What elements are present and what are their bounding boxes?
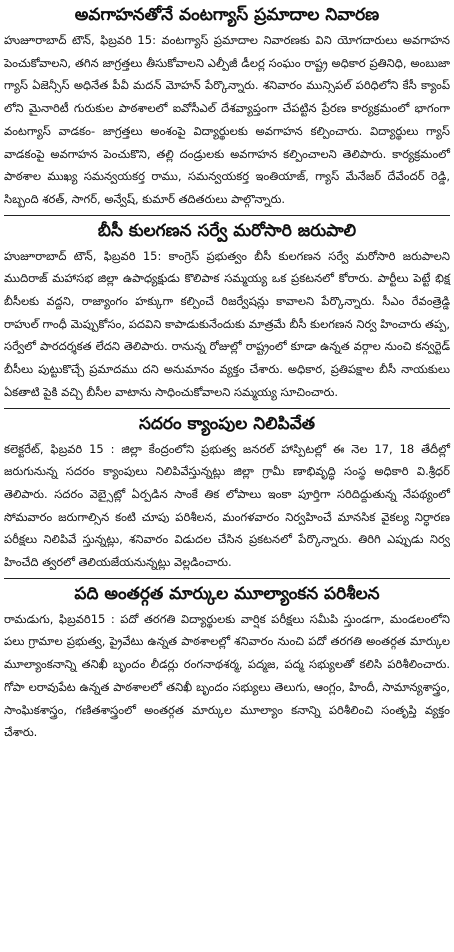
article-body: కలెక్టరేట్, ఫిబ్రవరి 15 : జిల్లా కేంద్రంలోని ప్రభుత్వ జనరల్ హాస్పిటల్లో ఈ నెల 17, 18 తేదీల్లో జరుగునున్న సదరం క్యాంపులు నిలిపివేస్తున్నట్లు జిల్లా గ్రామీ ణాభివృద్ధి సంస్థ అధికారి వి.శ్రీధర్ తెలిపారు. సదరం వెబ్సైట్లో ఏర్పడిన సాంకే తిక లోపాలు ఇంకా పూర్తిగా సరిదిద్దుతున్న నేపథ్యంలో సోమవారం జరుగాల్సిన కంటి చూపు పరిశీలన, మంగళవారం నిర్వహించే మానసిక వైకల్య నిర్ధారణ పరీక్షలు నిలిపివే స్తున్నట్లు, శనివారం విడుదల చేసిన ప్రకటనలో పేర్కొన్నారు. తిరిగి ఎప్పుడు నిర్వ హించేది త్వరలో తెలియజేయనున్నట్లు వెల్లడించారు. <box>4 441 450 570</box>
article-body: రామడుగు, ఫిబ్రవరి15 : పదో తరగతి విద్యార్థులకు వార్షిక పరీక్షలు సమీపి స్తుండగా, మండలంలోని పలు గ్రామాల ప్రభుత్వ, ప్రైవేటు ఉన్నత పాఠశాలల్లో శనివారం నుంచి పదో తరగతి అంతర్గత మార్కుల మూల్యాంకనాన్ని తనిఖీ బృందం లీడర్లు రంగనాథశర్మ, పద్మజ, పద్మ సభ్యులతో కలిసి పరిశీలించారు. గోపా లరావుపేట ఉన్నత పాఠశాలలో తనిఖీ బృందం సభ్యులు తెలుగు, ఆంగ్లం, హిందీ, సామాన్యశాస్త్రం, సాంఘికశాస్త్రం, గణితశాస్త్రంలో అంతర్గత మార్కుల మూల్యాం కనాన్ని పరిశీలించి సంతృప్తి వ్యక్తం చేశారు. <box>4 611 450 740</box>
article-divider <box>4 578 450 579</box>
article-divider <box>4 215 450 216</box>
article-headline: అవగాహనతోనే వంటగ్యాస్ ప్రమాదాల నివారణ <box>74 5 380 25</box>
article-body: హుజూరాబాద్ టౌన్, ఫిబ్రవరి 15: వంటగ్యాస్ ప్రమాదాల నివారణకు విని యోగదారులు అవగాహన పెంచుకోవాలని, తగిన జాగ్రత్తలు తీసుకోవాలని ఎల్పీజీ డీలర్ల సంఘం రాష్ట్ర అధికార ప్రతినిధి, అంబుజా గ్యాస్ ఏజెన్సీస్ అధినేత పీవీ మదన్ మోహన్ పేర్కొన్నారు. శనివారం మున్సిపల్ పరిధిలోని కేసీ క్యాంప్ లోని మైనారిటీ గురుకుల పాఠశాలలో ఐవోసీఎల్ దేశవ్యాప్తంగా చేపట్టిన ప్రేరణ కార్యక్రమంలో భాగంగా వంటగ్యాస్ వాడకం- జాగ్రత్తలు అంశంపై విద్యార్థులకు అవగాహన కల్పించారు. విద్యార్థులు గ్యాస్ వాడకంపై అవగాహన పెంచుకొని, తల్లి దండ్రులకు అవగాహన కల్పించాలని తెలిపారు. కార్యక్రమంలో పాఠశాల ముఖ్య సమన్వయకర్త రాము, సమన్వయకర్త ఇంతియాజ్, గ్యాస్ మేనేజర్ దేవేందర్ రెడ్డి, సిబ్బంది శరత్, సాగర్, అన్వేష్, కుమార్ తదితరులు పాల్గొన్నారు. <box>4 33 450 206</box>
article-headline: బీసీ కులగణన సర్వే మరోసారి జరుపాలి <box>97 220 357 241</box>
article-bc-census <box>4 218 450 404</box>
article-divider <box>4 408 450 409</box>
article-internal-marks <box>4 581 450 744</box>
article-headline: సదరం క్యాంపుల నిలిపివేత <box>138 413 316 434</box>
article-sadaram-camps <box>4 411 450 574</box>
article-body: హుజూరాబాద్ టౌన్, ఫిబ్రవరి 15: కాంగ్రెస్ ప్రభుత్వం బీసీ కులగణన సర్వే మరోసారి జరుపాలని ముదిరాజ్ మహాసభ జిల్లా ఉపాధ్యక్షుడు కొలిపాక సమ్మయ్య ఒక ప్రకటనలో కోరారు. పార్టీలు పెట్టే భిక్ష బీసీలకు వద్దని, రాజ్యాంగం హక్కుగా కల్పించే రిజర్వేషన్లు కావాలని పేర్కొన్నారు. సీఎం రేవంత్రెడ్డి రాహుల్ గాంధీ మెప్పుకోసం, పదవిని కాపాడుకునేందుకు మాత్రమే బీసీ కులగణన నిర్వ హించారు తప్ప, సర్వేలో పారదర్శకత లేదని తెలిపారు. రానున్న రోజుల్లో రాష్ట్రంలో కూడా ఉన్నత వర్గాల నుంచి కన్వర్టెడ్ బీసీలు పుట్టుకొచ్చే ప్రమాదము దని అనుమానం వ్యక్తం చేశారు. అధికార, ప్రతిపక్షాల బీసీ నాయకులు ఏకతాటి పైకి వచ్చి బీసీల వాటాను సాధించుకోవాలని సమ్మయ్య సూచించారు. <box>4 248 450 399</box>
article-headline: పది అంతర్గత మార్కుల మూల్యాంకన పరిశీలన <box>74 583 380 604</box>
article-gas-safety <box>4 2 450 211</box>
